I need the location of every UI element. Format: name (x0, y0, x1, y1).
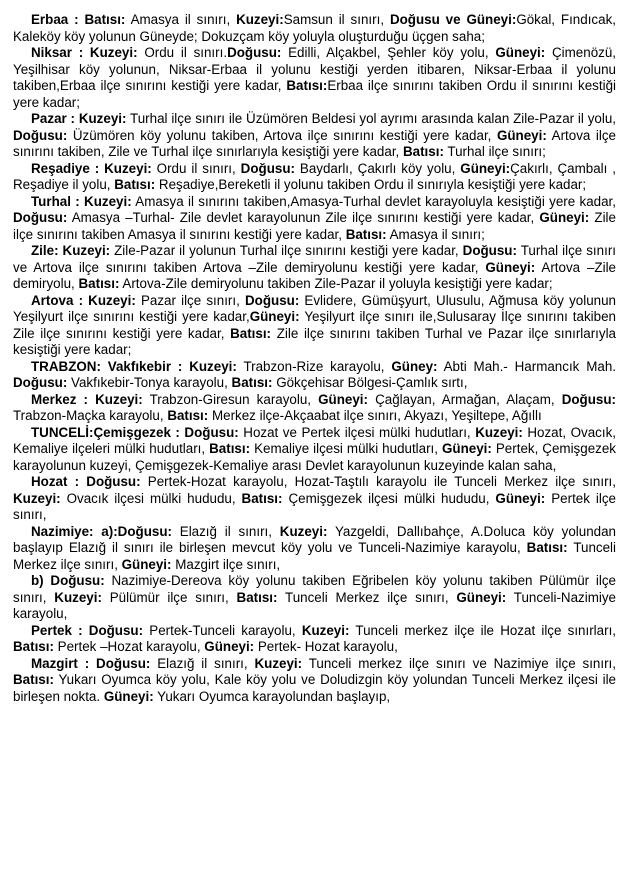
text: Tunceli Merkez ilçe sınırı, (277, 589, 457, 605)
paragraph-merkez (13, 392, 616, 425)
text: Amasya il sınırı; (386, 226, 485, 242)
paragraph-artova (13, 293, 616, 359)
text: Gökçehisar Bölgesi-Çamlık sırtı, (272, 375, 468, 390)
text: Baydarlı, Çakırlı köy yolu, (294, 160, 461, 176)
text: Tunceli-Nazimiye karayolu, (13, 589, 616, 621)
paragraph-erbaa (13, 12, 616, 45)
text: Artova ilçe sınırını takiben, Zile ve Turhal ilçe sınırlarıyla kesiştiği yere kadar, (13, 127, 616, 159)
label: Batısı: (236, 589, 278, 605)
paragraph-niksar (13, 45, 616, 111)
paragraph-hozat (13, 474, 616, 524)
text: Çimenözü, Yeşilhisar köy yolunun, Niksar-Erbaa il yolunu kestiği yerden itibaren, Niksar-Erbaa il yolunu takiben,Erbaa ilçe sınırını kestiği yere kadar, (13, 45, 617, 93)
text: Trabzon-Maçka karayolu, (13, 408, 168, 423)
label: Güneyi: (103, 688, 154, 704)
label: Kuzeyi: (13, 490, 61, 506)
label: Batısı: (526, 540, 568, 555)
label: Kuzeyi: (475, 424, 523, 440)
text: Pertek –Hozat karayolu, (53, 639, 205, 654)
label: Kuzeyi: (279, 523, 328, 539)
label: Zile: Kuzeyi: (31, 243, 111, 258)
text: Elazığ il sınırı, (150, 655, 255, 671)
text: Çemişgezek ilçesi mülki hududu, (282, 490, 496, 506)
text: Üzümören köy yolunu takiben, Artova ilçe sınırını kestiği yere kadar, (67, 127, 497, 143)
paragraph-pertek (13, 623, 616, 656)
label: Erbaa : Batısı: (31, 12, 126, 27)
label: Güneyi: (539, 210, 590, 225)
label: Turhal : Kuzeyi: (31, 193, 132, 209)
label: TRABZON: Vakfıkebir : Kuzeyi: (31, 358, 237, 374)
label: Batısı: (209, 441, 251, 456)
text: Gökal, Fındıcak, Kaleköy köy yolunun Güneyde; Dokuzçam köy yoluyla oluşturduğu üçgen saha; (13, 12, 616, 44)
text: Çakırlı, Çambalı , Reşadiye il yolu, (13, 160, 616, 192)
label: Doğusu: (240, 160, 295, 176)
label: Güneyi: (204, 639, 255, 654)
text: Yukarı Oyumca karayolundan başlayıp, (153, 688, 391, 704)
label: Kuzeyi: (301, 622, 350, 638)
text: Hozat ve Pertek ilçesi mülki hudutları, (238, 424, 476, 440)
label: Güneyi: (456, 589, 507, 605)
label: Niksar : Kuzeyi: (31, 45, 138, 60)
label: Doğusu ve Güneyi: (389, 12, 517, 27)
label: Güneyi: (495, 45, 546, 60)
label: Merkez : Kuzeyi: (31, 391, 143, 407)
paragraph-vakfikebir (13, 359, 616, 392)
text: Pazar ilçe sınırı, (135, 292, 245, 308)
text: Pertek- Hozat karayolu, (254, 639, 398, 654)
text: Artova-Zile demiryolunu takiben Zile-Pazar il yoluyla kesiştiği yere kadar; (119, 276, 553, 291)
text: Ordu il sınırı, (151, 160, 241, 176)
text: Amasya il sınırı, (125, 12, 237, 27)
text: Ovacık ilçesi mülki hududu, (60, 490, 242, 506)
label: Doğusu: (462, 243, 517, 258)
label: Kuzeyi: (254, 655, 303, 671)
text: Trabzon-Giresun karayolu, (142, 391, 319, 407)
text: Elazığ il sınırı, (171, 523, 280, 539)
label: Nazimiye: a):Doğusu: (31, 523, 172, 539)
label: Batısı: (345, 226, 387, 242)
label: Doğusu: (13, 127, 68, 143)
text: Turhal ilçe sınırı ve Artova ilçe sınırını takiben Artova –Zile demiryolunu kestiği yere kadar, (13, 243, 616, 275)
paragraph-cemisgezek (13, 425, 616, 475)
text: Tunceli merkez ilçe sınırı ve Nazimiye ilçe sınırı, (302, 655, 617, 671)
paragraph-turhal (13, 194, 616, 244)
label: Kuzeyi: (54, 589, 102, 605)
label: Batısı: (114, 177, 156, 192)
paragraph-nazimiye-b (13, 573, 616, 623)
label: Batısı: (13, 639, 54, 654)
text: Turhal ilçe sınırı ile Üzümören Beldesi yol ayrımı arasında kalan Zile-Pazar il yolu, (126, 111, 616, 126)
label: Reşadiye : Kuzeyi: (31, 160, 152, 176)
label: Doğusu: (13, 375, 68, 390)
text: Yukarı Oyumca köy yolu, Kale köy yolu ve Doludizgin köy yolundan Tunceli Merkez ilçesi ile birleşen nokta. (13, 672, 616, 704)
text: Nazimiye-Dereova köy yolunu takiben Eğribelen köy yolunu takiben Pülümür ilçe sınırı, (13, 573, 616, 605)
label: Batısı: (286, 78, 328, 93)
text: Amasya il sınırını takiben,Amasya-Turhal devlet karayoluyla kesiştiği yere kadar, (131, 193, 616, 209)
text: Yazgeldi, Dallıbahçe, A.Doluca köy yolundan başlayıp Elazığ il sınırı ile birleşen mevcut köy yolu ve Tunceli-Nazimiye karayolu, (13, 523, 616, 555)
text: Erbaa ilçe sınırını takiben Ordu il sınırını kestiği yere kadar; (13, 78, 616, 110)
text: Reşadiye,Bereketli il yolunu takiben Ordu il sınırıyla kesiştiği yere kadar; (155, 177, 587, 192)
text: Ordu il sınırı. (137, 45, 228, 60)
text: Zile ilçe sınırını takiben Turhal ve Pazar ilçe sınırlarıyla kesiştiği yere kadar; (13, 325, 616, 357)
label: Batısı: (231, 375, 273, 390)
label: Güney: (391, 358, 438, 374)
text: Merkez ilçe-Akçaabat ilçe sınırı, Akyazı, Yeşiltepe, Ağıllı (208, 408, 542, 423)
text: Zile ilçe sınırını takiben Amasya il sınırını kestiği yere kadar, (13, 210, 616, 242)
paragraph-mazgirt (13, 656, 616, 706)
text: Yeşilyurt ilçe sınırı ile,Sulusaray İlçe sınırını takiben Zile ilçe sınırını kestiği yere kadar, (13, 309, 616, 341)
label: Doğusu: (244, 292, 300, 308)
text: Zile-Pazar il yolunun Turhal ilçe sınırını kestiği yere kadar, (110, 243, 463, 258)
label: Batısı: (78, 276, 120, 291)
label: Doğusu: (227, 45, 282, 60)
text: Tunceli merkez ilçe ile Hozat ilçe sınırları, (349, 622, 617, 638)
label: Batısı: (167, 408, 209, 423)
label: Pazar : Kuzeyi: (31, 111, 127, 126)
text: Pertek ilçe sınırı, (13, 490, 616, 522)
label: Batısı: (13, 672, 54, 687)
label: Batısı: (402, 144, 444, 159)
text: Edilli, Alçakbel, Şehler köy yolu, (281, 45, 496, 60)
label: Güneyi: (496, 127, 547, 143)
paragraph-zile (13, 243, 616, 293)
text: Pertek-Hozat karayolu, Hozat-Taştılı karayolu ile Tunceli Merkez ilçe sınırı, (140, 474, 616, 489)
label: Artova : Kuzeyi: (31, 292, 136, 308)
text: Tunceli Merkez ilçe sınırı, (13, 540, 616, 572)
label: Kuzeyi: (236, 12, 284, 27)
document-page (13, 12, 616, 705)
text: Pülümür ilçe sınırı, (101, 589, 237, 605)
label: Batısı: (230, 325, 272, 341)
label: Güneyi: (442, 441, 492, 456)
label: Hozat : Doğusu: (31, 474, 141, 489)
label: Pertek : Doğusu: (31, 622, 144, 638)
label: Doğusu: (13, 210, 68, 225)
text: Turhal ilçe sınırı; (443, 144, 546, 159)
text: Kemaliye ilçesi mülki hudutları, (250, 441, 443, 456)
label: Güneyi: (485, 259, 536, 275)
text: Trabzon-Rize karayolu, (236, 358, 392, 374)
text: Çağlayan, Armağan, Alaçam, (368, 391, 562, 407)
text: Mazgirt ilçe sınırı, (171, 556, 281, 572)
text: Vakfıkebir-Tonya karayolu, (67, 375, 232, 390)
paragraph-resadiye (13, 161, 616, 194)
label: Güneyi: (495, 490, 546, 506)
label: TUNCELİ:Çemişgezek : Doğusu: (31, 424, 239, 440)
text: Amasya –Turhal- Zile devlet karayolunun Zile ilçe sınırını kestiği yere kadar, (67, 210, 540, 225)
label: Güneyi: (249, 309, 300, 324)
text: Evlidere, Gümüşyurt, Ulusulu, Ağmusa köy yolunun Yeşilyurt ilçe sınırını kestiği yere kadar, (13, 292, 617, 324)
text: Artova –Zile demiryolu, (13, 259, 616, 291)
label: Güneyi: (460, 160, 511, 176)
label: Batısı: (241, 490, 283, 506)
label: Doğusu: (561, 391, 616, 407)
text: Abti Mah.- Harmancık Mah. (437, 358, 616, 374)
label: Güneyi: (318, 391, 368, 407)
paragraph-pazar (13, 111, 616, 161)
text: Pertek, Çemişgezek karayolunun kuzeyi, Çemişgezek-Kemaliye arası Devlet karayolunun kuzeyinde kalan saha, (13, 441, 616, 473)
text: Pertek-Tunceli karayolu, (143, 622, 302, 638)
text: Samsun il sınırı, (283, 12, 390, 27)
text: Hozat, Ovacık, Kemaliye ilçeleri mülki hudutları, (13, 424, 617, 456)
label: b) Doğusu: (31, 573, 105, 588)
label: Güneyi: (121, 556, 172, 572)
label: Mazgirt : Doğusu: (31, 655, 151, 671)
paragraph-nazimiye-a (13, 524, 616, 574)
